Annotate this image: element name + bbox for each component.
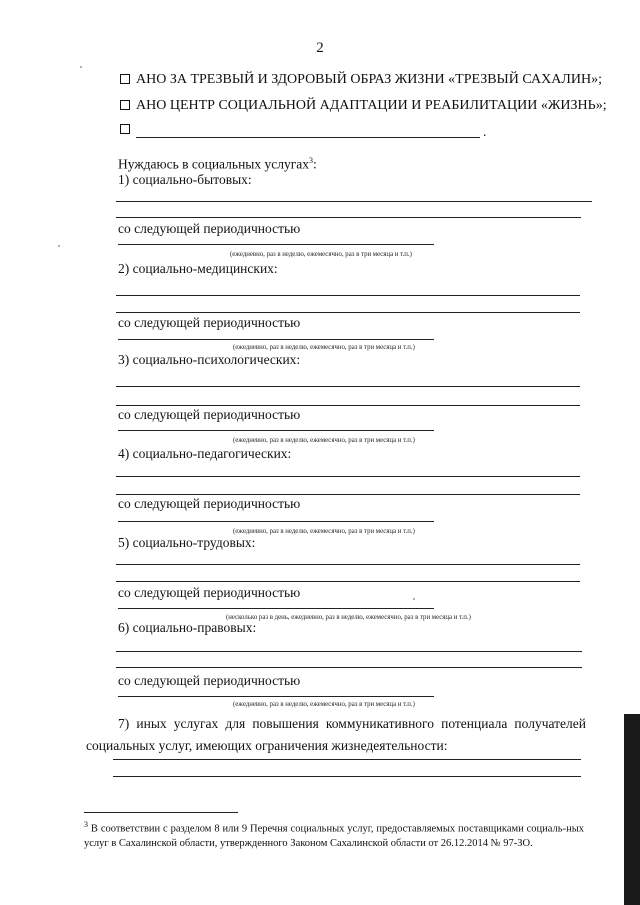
frequency-hint: (несколько раз в день, ежедневно, раз в неделю, ежемесячно, раз в три месяца и т.п.) — [226, 614, 471, 621]
answer-line[interactable] — [116, 564, 580, 565]
frequency-label: со следующей периодичностью — [118, 585, 301, 600]
checkbox[interactable] — [120, 124, 130, 134]
answer-line[interactable] — [116, 405, 580, 406]
frequency-hint: (ежедневно, раз в неделю, ежемесячно, раз в три месяца и т.п.) — [230, 251, 412, 258]
service-title: 3) социально-психологических: — [118, 352, 301, 367]
frequency-hint: (ежедневно, раз в неделю, ежемесячно, раз в три месяца и т.п.) — [233, 344, 415, 351]
org-label: АНО ЗА ТРЕЗВЫЙ И ЗДОРОВЫЙ ОБРАЗ ЖИЗНИ «ТРЕЗВЫЙ САХАЛИН»; — [136, 72, 602, 87]
footnote-marker: 3 — [84, 820, 88, 829]
frequency-field[interactable] — [118, 339, 434, 340]
checkbox[interactable] — [120, 74, 130, 84]
answer-line[interactable] — [116, 651, 582, 652]
frequency-label: со следующей периодичностью — [118, 315, 301, 330]
org-option[interactable] — [120, 98, 607, 114]
org-label: АНО ЦЕНТР СОЦИАЛЬНОЙ АДАПТАЦИИ И РЕАБИЛИТАЦИИ «ЖИЗНЬ»; — [136, 98, 607, 113]
answer-line[interactable] — [113, 759, 581, 760]
footnote-text: В соответствии с разделом 8 или 9 Перечня социальных услуг, предоставляемых поставщиками социаль-ных услуг в Сахалинской области, утвержденного Законом Сахалинской области от 26.12.2014 № 97-ЗО. — [84, 823, 584, 849]
service-title: 2) социально-медицинских: — [118, 261, 278, 276]
answer-line[interactable] — [116, 476, 580, 477]
answer-line[interactable] — [116, 217, 581, 218]
scan-speck — [58, 245, 60, 247]
frequency-field[interactable] — [118, 608, 434, 609]
answer-line[interactable] — [116, 494, 580, 495]
footnote-ref: 3 — [309, 156, 313, 165]
scan-edge-shadow — [624, 714, 640, 905]
scan-speck — [413, 598, 415, 600]
frequency-hint: (ежедневно, раз в неделю, ежемесячно, раз в три месяца и т.п.) — [233, 701, 415, 708]
frequency-field[interactable] — [118, 244, 434, 245]
footnote-rule — [84, 812, 238, 813]
other-org-terminator: . — [483, 124, 487, 139]
answer-line[interactable] — [116, 581, 580, 582]
frequency-hint: (ежедневно, раз в неделю, ежемесячно, раз в три месяца и т.п.) — [233, 528, 415, 535]
frequency-label: со следующей периодичностью — [118, 407, 301, 422]
frequency-field[interactable] — [118, 430, 434, 431]
scan-speck — [80, 66, 82, 68]
needs-heading: Нуждаюсь в социальных услугах$^3$: — [118, 156, 317, 172]
frequency-label: со следующей периодичностью — [118, 221, 301, 236]
frequency-label: со следующей периодичностью — [118, 673, 301, 688]
service-title: 4) социально-педагогических: — [118, 446, 292, 461]
answer-line[interactable] — [116, 201, 592, 202]
other-services-text: 7) иных услугах для повышения коммуникативного потенциала получателей социальных услуг, имеющих ограничения жизнедеятельности: — [86, 716, 586, 753]
answer-line[interactable] — [116, 295, 580, 296]
org-option[interactable] — [120, 72, 602, 88]
answer-line[interactable] — [116, 667, 582, 668]
answer-line[interactable] — [116, 386, 580, 387]
frequency-label: со следующей периодичностью — [118, 496, 301, 511]
answer-line[interactable] — [116, 312, 580, 313]
checkbox[interactable] — [120, 100, 130, 110]
service-title: 5) социально-трудовых: — [118, 535, 256, 550]
answer-line[interactable] — [113, 776, 581, 777]
org-option-other[interactable] — [120, 122, 136, 138]
other-org-field[interactable] — [136, 137, 480, 138]
service-title: 1) социально-бытовых: — [118, 172, 252, 187]
frequency-field[interactable] — [118, 696, 434, 697]
frequency-hint: (ежедневно, раз в неделю, ежемесячно, раз в три месяца и т.п.) — [233, 437, 415, 444]
footnote — [84, 818, 584, 851]
page-number: 2 — [316, 40, 324, 56]
frequency-field[interactable] — [118, 521, 434, 522]
service-title: 6) социально-правовых: — [118, 620, 257, 635]
